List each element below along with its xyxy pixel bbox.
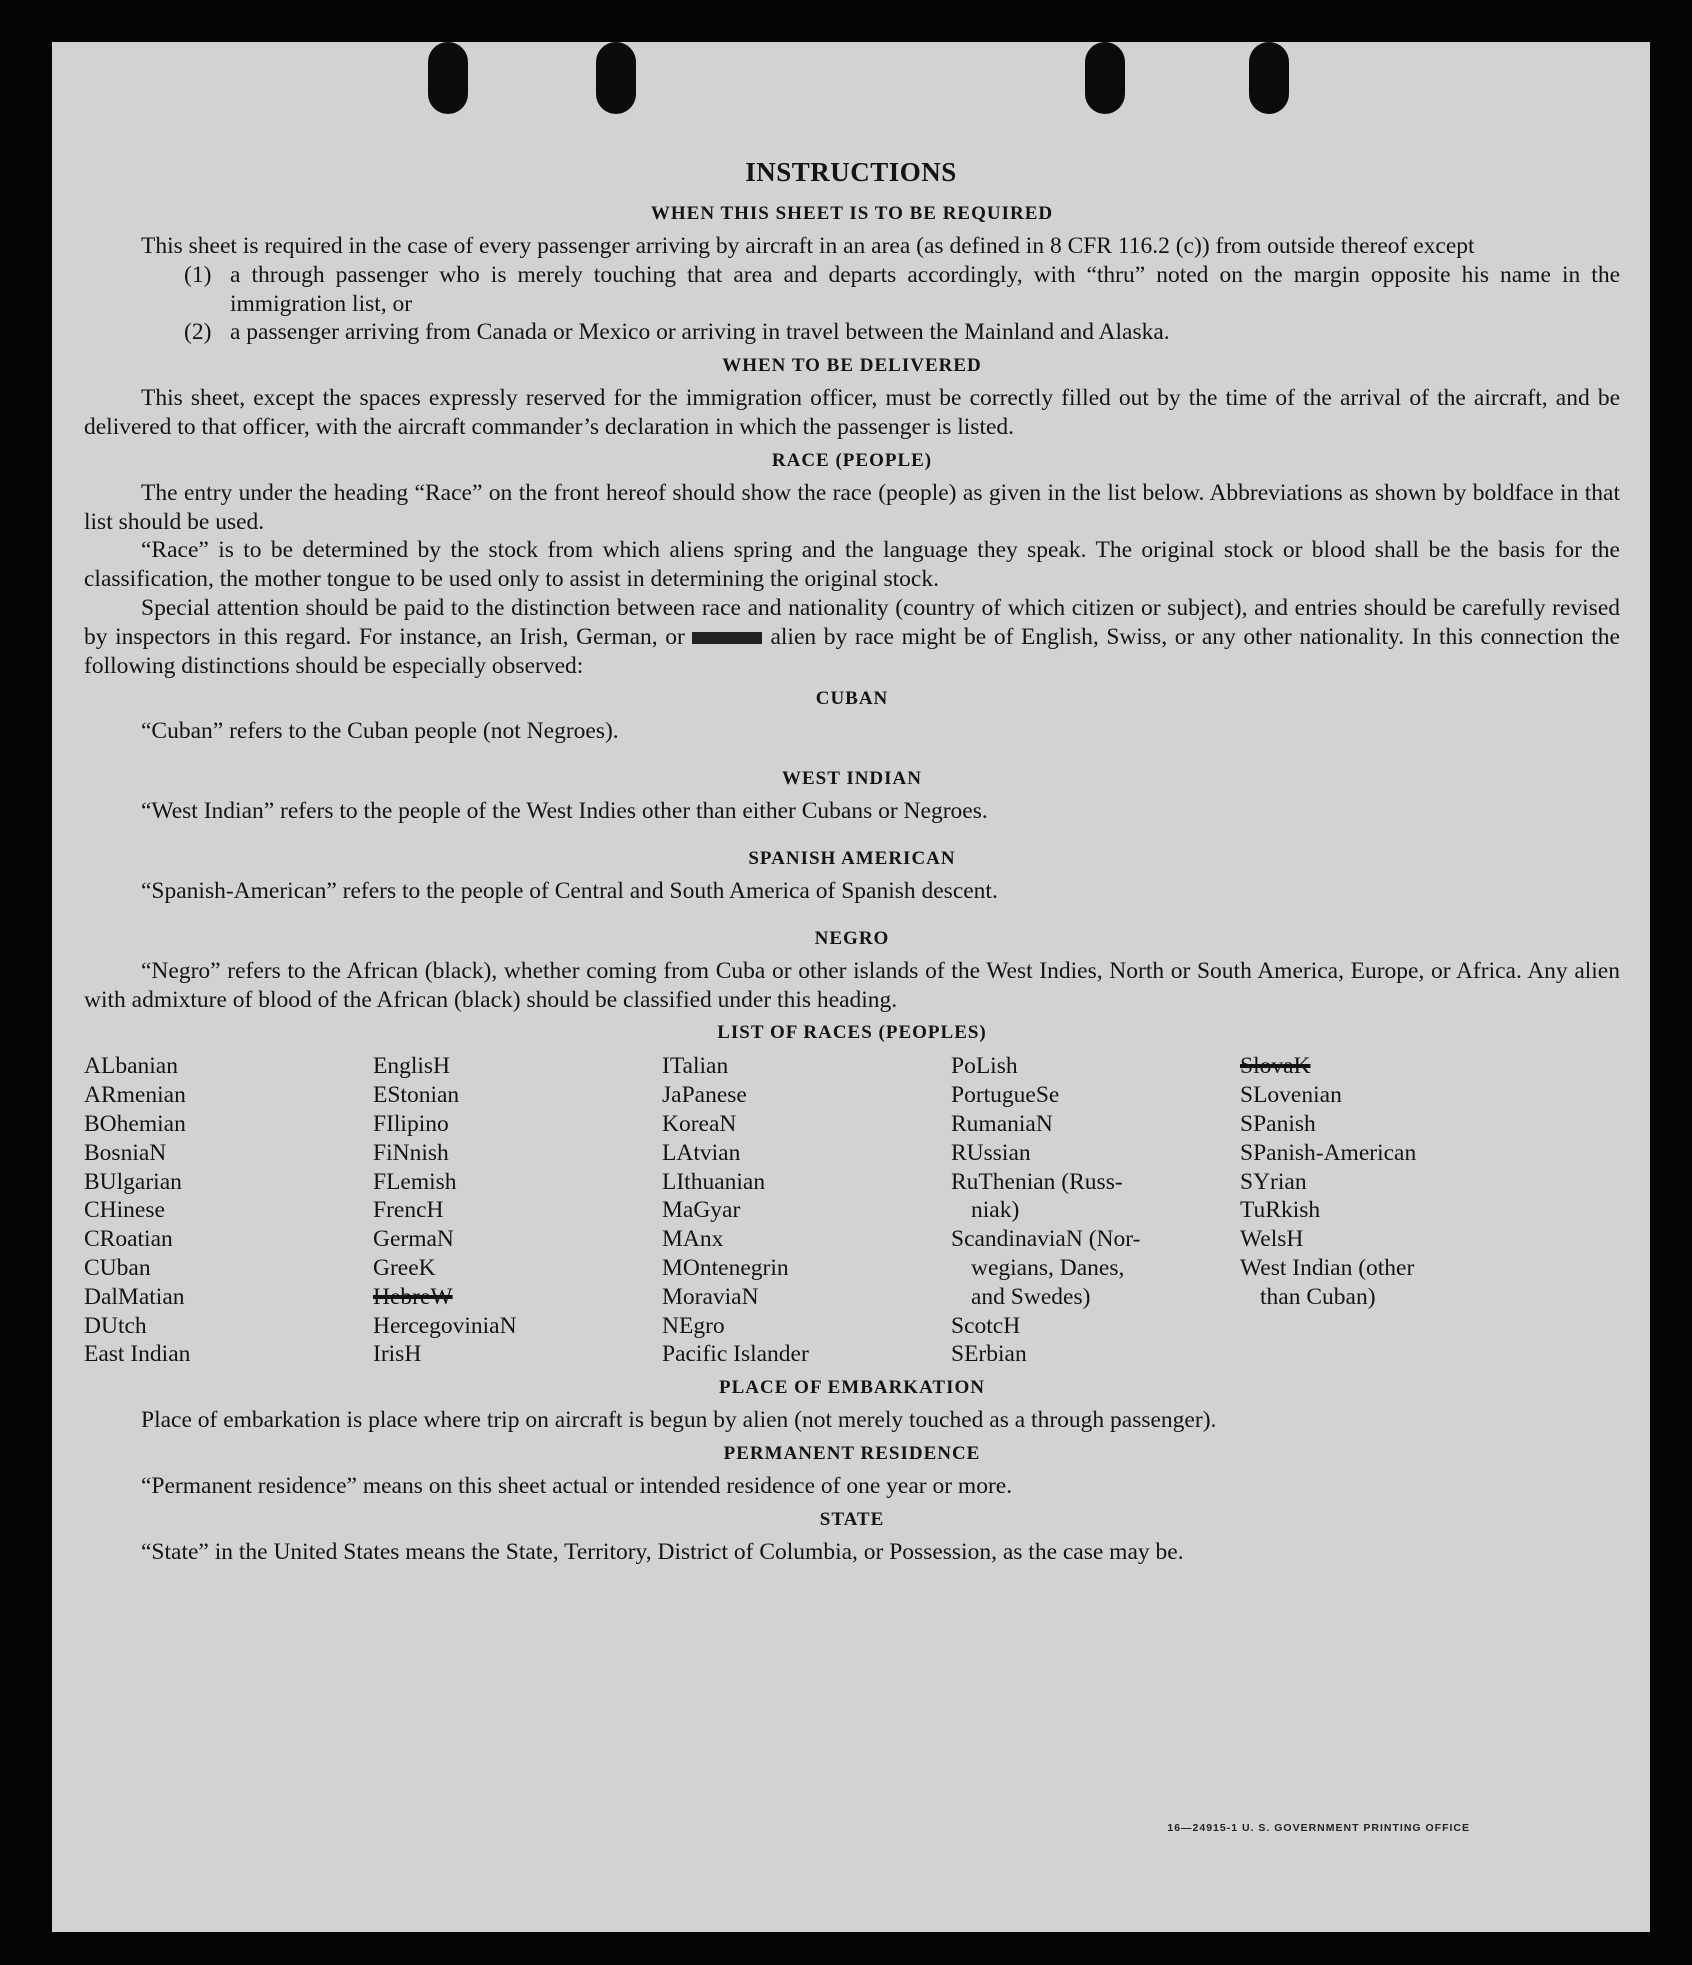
required-item: [84, 318, 1620, 347]
race-list-column-1: [84, 1052, 373, 1369]
race-entry: EnglisH: [373, 1053, 451, 1080]
race-entry: EStonian: [373, 1082, 460, 1109]
race-entry: RumaniaN: [951, 1110, 1053, 1137]
race-entry: ScandinaviaN (Nor-: [951, 1226, 1141, 1253]
race-entry: ARmenian: [84, 1082, 186, 1109]
punch-hole: [596, 42, 636, 114]
race-entry-continued: niak): [971, 1197, 1020, 1224]
race-entry: NEgro: [662, 1312, 725, 1339]
race-entry: RUssian: [951, 1139, 1031, 1166]
state-text: “State” in the United States means the State, Territory, District of Columbia, or Possession, as the case may be.: [141, 1538, 1184, 1565]
race-entry: ALbanian: [84, 1053, 178, 1080]
required-intro: This sheet is required in the case of every passenger arriving by aircraft in an area (as defined in 8 CFR 116.2 (c)) from outside thereof except: [141, 233, 1475, 259]
race-entry: FLemish: [373, 1168, 457, 1195]
race-entry: East Indian: [84, 1341, 191, 1368]
punch-hole: [428, 42, 468, 114]
section-heading-delivered: WHEN TO BE DELIVERED: [722, 355, 982, 377]
section-heading-cuban: CUBAN: [815, 688, 889, 710]
race-entry: FrencH: [373, 1197, 444, 1224]
race-entry: FIlipino: [373, 1110, 449, 1137]
race-entry: JaPanese: [662, 1082, 747, 1109]
race-entry-continued: wegians, Danes,: [971, 1254, 1125, 1281]
race-entry: CUban: [84, 1254, 151, 1281]
race-entry: BUlgarian: [84, 1168, 182, 1195]
race-entry: KoreaN: [662, 1110, 737, 1137]
race-paragraph-2: “Race” is to be determined by the stock from which aliens spring and the language they speak. The original stock or blood shall be the basis for the classification, the mother tongue to be used only to assist in determining the original stock.: [84, 537, 1620, 593]
residence-text: “Permanent residence” means on this sheet actual or intended residence of one year or more.: [141, 1472, 1013, 1499]
section-heading-state: STATE: [819, 1508, 885, 1530]
embarkation-text: Place of embarkation is place where trip on aircraft is begun by alien (not merely touched as a through passenger).: [141, 1407, 1217, 1434]
race-entry-struck: HebreW: [373, 1283, 453, 1310]
punch-hole: [1085, 42, 1125, 114]
race-entry: RuThenian (Russ-: [951, 1168, 1123, 1195]
race-entry: DUtch: [84, 1312, 147, 1339]
race-entry: PortugueSe: [951, 1082, 1060, 1109]
race-entry: LAtvian: [662, 1139, 741, 1166]
race-entry: FiNnish: [373, 1139, 449, 1166]
punch-hole: [1249, 42, 1289, 114]
delivered-text: This sheet, except the spaces expressly reserved for the immigration officer, must be correctly filled out by the time of the arrival of the aircraft, and be delivered to that officer, with the aircraft commander’s declaration in which the passenger is listed.: [84, 385, 1620, 440]
item-text: a passenger arriving from Canada or Mexico or arriving in travel between the Mainland and Alaska.: [230, 319, 1170, 346]
race-list-column-4: [951, 1052, 1240, 1369]
race-entry: LIthuanian: [662, 1168, 766, 1195]
race-entry: DalMatian: [84, 1283, 185, 1310]
race-entry: SPanish: [1240, 1110, 1316, 1137]
race-entry: Pacific Islander: [662, 1341, 809, 1368]
race-list-column-3: [662, 1052, 951, 1369]
race-entry: CHinese: [84, 1197, 165, 1224]
race-entry: GreeK: [373, 1254, 436, 1281]
race-entry-struck: SlovaK: [1240, 1053, 1311, 1080]
west-indian-text: “West Indian” refers to the people of the West Indies other than either Cubans or Negroes.: [141, 798, 988, 825]
section-heading-residence: PERMANENT RESIDENCE: [723, 1442, 981, 1464]
race-entry: IrisH: [373, 1341, 422, 1368]
item-number: (2): [184, 319, 212, 346]
race-entry: BosniaN: [84, 1139, 167, 1166]
race-entry: MoraviaN: [662, 1283, 759, 1310]
race-entry: BOhemian: [84, 1110, 186, 1137]
race-entry: CRoatian: [84, 1226, 173, 1253]
section-heading-required: WHEN THIS SHEET IS TO BE REQUIRED: [650, 203, 1054, 224]
race-entry-continued: and Swedes): [971, 1283, 1091, 1310]
item-text: a through passenger who is merely touching that area and departs accordingly, with “thru” noted on the margin opposite his name in the immigration list, or: [230, 261, 1620, 317]
item-number: (1): [184, 261, 212, 288]
race-entry-continued: than Cuban): [1260, 1283, 1376, 1310]
page-title: INSTRUCTIONS: [745, 157, 957, 187]
document-page: [52, 42, 1650, 1932]
race-entry: SLovenian: [1240, 1082, 1342, 1109]
printing-office-code: 16—24915-1 U. S. GOVERNMENT PRINTING OFFICE: [1167, 1822, 1470, 1834]
required-item: [84, 261, 1620, 319]
race-entry: SPanish-American: [1240, 1139, 1417, 1166]
race-entry: MOntenegrin: [662, 1254, 789, 1281]
race-list-column-2: [373, 1052, 662, 1369]
race-entry: ScotcH: [951, 1312, 1021, 1339]
race-entry: WelsH: [1240, 1226, 1304, 1253]
section-heading-race: RACE (PEOPLE): [771, 449, 933, 471]
race-entry: PoLish: [951, 1053, 1018, 1080]
race-list: [84, 1052, 1620, 1369]
race-entry: West Indian (other: [1240, 1254, 1415, 1281]
section-heading-list: LIST OF RACES (PEOPLES): [717, 1022, 987, 1044]
race-paragraph-3a: Special attention should be paid to the distinction between race and nationality (country of which citizen or subject), and entries should be carefully revised by inspectors in this regard. For instance, an Irish, German, or: [84, 594, 1620, 650]
negro-text: “Negro” refers to the African (black), whether coming from Cuba or other islands of the West Indies, North or South America, Europe, or Africa. Any alien with admixture of blood of the African (black) should be classified under this heading.: [84, 957, 1620, 1013]
race-entry: SYrian: [1240, 1168, 1307, 1195]
race-entry: MaGyar: [662, 1197, 741, 1224]
document-body: [84, 195, 1620, 1567]
race-paragraph-1: The entry under the heading “Race” on the front hereof should show the race (people) as given in the list below. Abbreviations as shown by boldface in that list should be used.: [84, 479, 1620, 535]
race-entry: HercegoviniaN: [373, 1312, 517, 1339]
race-paragraph-3b: alien by race might be of English, Swiss, or any other nationality. In this connection the following distinctions should be especially observed:: [84, 623, 1620, 679]
race-list-column-5: [1240, 1052, 1620, 1369]
race-paragraph-3: [84, 594, 1620, 680]
race-entry: TuRkish: [1240, 1197, 1321, 1224]
section-heading-spanish-american: SPANISH AMERICAN: [748, 847, 956, 869]
section-heading-west-indian: WEST INDIAN: [782, 768, 922, 790]
redaction-mark: [692, 632, 762, 644]
section-heading-negro: NEGRO: [814, 927, 890, 949]
race-entry: MAnx: [662, 1226, 724, 1253]
spanish-american-text: “Spanish-American” refers to the people of Central and South America of Spanish descent.: [141, 877, 998, 904]
race-entry: ITalian: [662, 1053, 729, 1080]
section-heading-embarkation: PLACE OF EMBARKATION: [719, 1377, 985, 1399]
race-entry: SErbian: [951, 1341, 1027, 1368]
cuban-text: “Cuban” refers to the Cuban people (not Negroes).: [141, 718, 619, 745]
race-entry: GermaN: [373, 1226, 454, 1253]
